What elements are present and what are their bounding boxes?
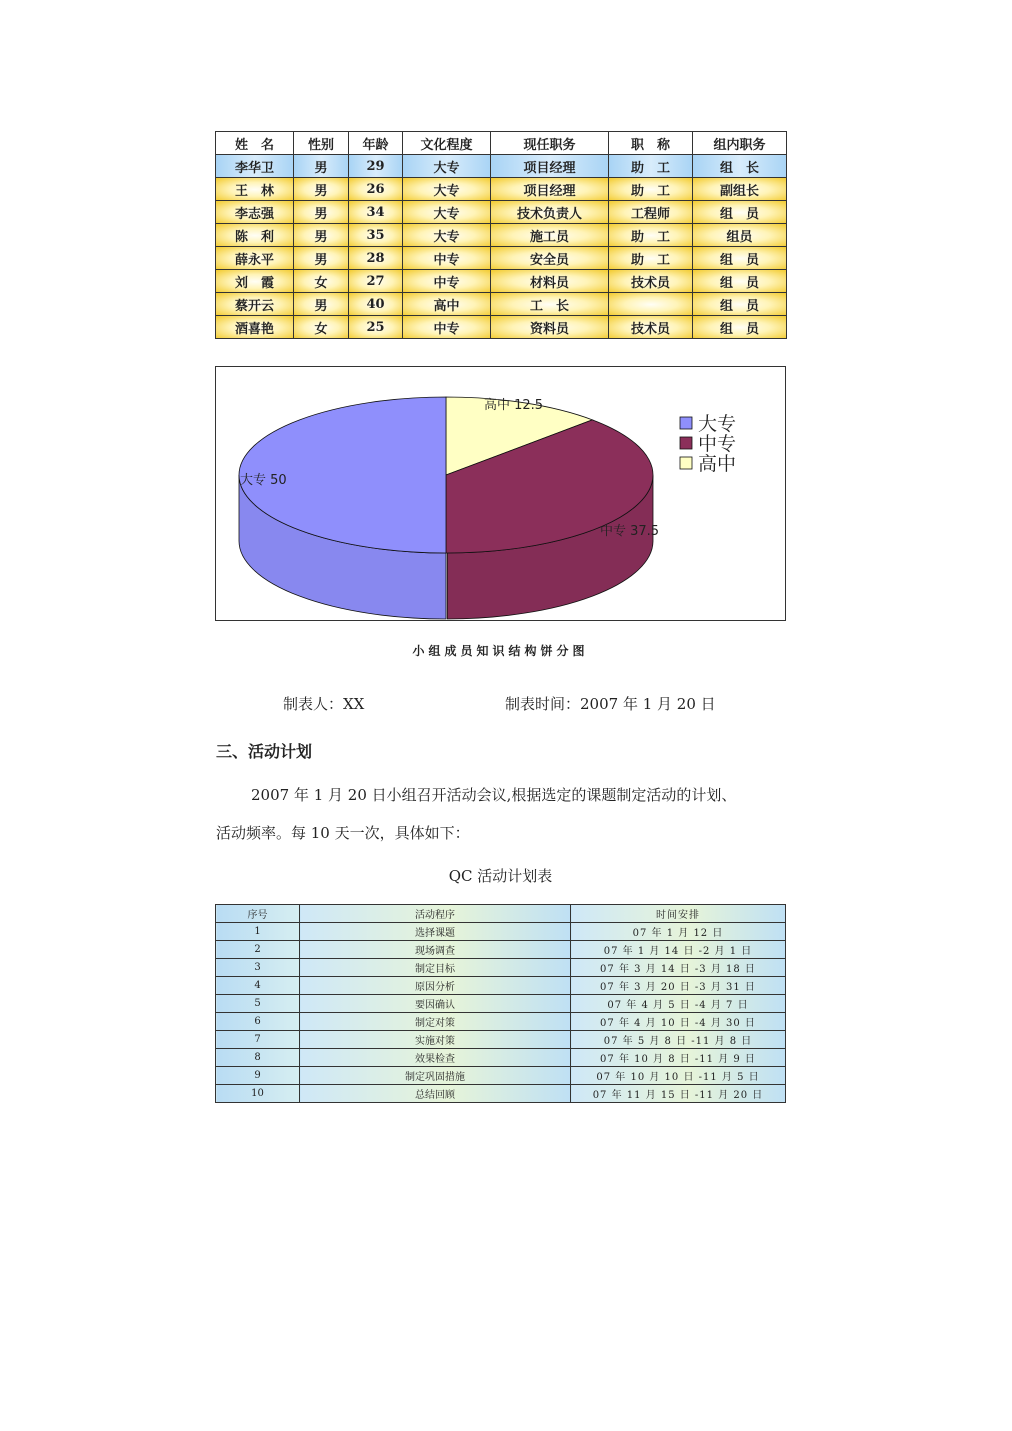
cell: 07 年 10 月 10 日 -11 月 5 日 [571, 1067, 786, 1085]
cell: 男 [294, 247, 349, 270]
cell: 助 工 [609, 155, 693, 178]
cell: 技术员 [609, 316, 693, 339]
header-schedule: 时间安排 [571, 905, 786, 923]
table-row [216, 224, 787, 247]
table-row [216, 293, 787, 316]
header-title: 职 称 [609, 132, 693, 155]
cell: 工程师 [609, 201, 693, 224]
cell: 26 [349, 178, 403, 201]
cell: 男 [294, 201, 349, 224]
header-procedure: 活动程序 [300, 905, 571, 923]
header-age: 年龄 [349, 132, 403, 155]
header-name: 姓 名 [216, 132, 294, 155]
pie-tops [239, 397, 653, 553]
table-row [216, 941, 786, 959]
cell: 选择课题 [300, 923, 571, 941]
cell [609, 293, 693, 316]
cell: 07 年 11 月 15 日 -11 月 20 日 [571, 1085, 786, 1103]
plan-table-title: QC 活动计划表 [448, 867, 553, 885]
plan-table-header-row [216, 905, 786, 923]
table-row [216, 316, 787, 339]
cell: 07 年 4 月 5 日 -4 月 7 日 [571, 995, 786, 1013]
cell: 27 [349, 270, 403, 293]
table-date: 制表时间：2007 年 1 月 20 日 [505, 695, 716, 713]
member-table [215, 131, 787, 339]
cell: 5 [216, 995, 300, 1013]
pie-data-label-大专: 大专 50 [240, 473, 287, 488]
legend-swatch-中专 [680, 437, 692, 449]
chart-caption: 小组成员知识结构饼分图 [412, 644, 589, 658]
cell: 07 年 10 月 8 日 -11 月 9 日 [571, 1049, 786, 1067]
cell: 女 [294, 270, 349, 293]
header-group-role: 组内职务 [693, 132, 787, 155]
cell: 07 年 3 月 20 日 -3 月 31 日 [571, 977, 786, 995]
cell: 女 [294, 316, 349, 339]
cell: 大专 [403, 224, 491, 247]
header-position: 现任职务 [491, 132, 609, 155]
cell: 07 年 5 月 8 日 -11 月 8 日 [571, 1031, 786, 1049]
cell: 35 [349, 224, 403, 247]
cell: 项目经理 [491, 155, 609, 178]
cell: 制定巩固措施 [300, 1067, 571, 1085]
cell: 34 [349, 201, 403, 224]
cell: 李志强 [216, 201, 294, 224]
table-row [216, 270, 787, 293]
cell: 9 [216, 1067, 300, 1085]
cell: 副组长 [693, 178, 787, 201]
cell: 施工员 [491, 224, 609, 247]
legend-label-高中: 高中 [698, 453, 737, 475]
cell: 助 工 [609, 247, 693, 270]
cell: 助 工 [609, 178, 693, 201]
member-table-header-row [216, 132, 787, 155]
knowledge-structure-pie-chart [215, 366, 786, 621]
table-row [216, 201, 787, 224]
table-row [216, 1049, 786, 1067]
cell: 中专 [403, 270, 491, 293]
cell: 中专 [403, 316, 491, 339]
cell: 1 [216, 923, 300, 941]
cell: 组 员 [693, 270, 787, 293]
cell: 3 [216, 959, 300, 977]
table-row [216, 1031, 786, 1049]
table-author: 制表人：XX [283, 695, 365, 713]
cell: 材料员 [491, 270, 609, 293]
cell: 项目经理 [491, 178, 609, 201]
qc-plan-table [215, 904, 786, 1103]
cell: 组 员 [693, 293, 787, 316]
cell: 8 [216, 1049, 300, 1067]
cell: 大专 [403, 178, 491, 201]
cell: 工 长 [491, 293, 609, 316]
cell: 原因分析 [300, 977, 571, 995]
cell: 组 员 [693, 201, 787, 224]
cell: 组 员 [693, 316, 787, 339]
paragraph-line-2: 活动频率。每 10 天一次，具体如下： [216, 824, 470, 842]
cell: 组 长 [693, 155, 787, 178]
cell: 男 [294, 178, 349, 201]
pie-chart-svg [216, 367, 785, 620]
cell: 刘 霞 [216, 270, 294, 293]
cell: 薛永平 [216, 247, 294, 270]
cell: 7 [216, 1031, 300, 1049]
table-row [216, 1013, 786, 1031]
cell: 男 [294, 293, 349, 316]
cell: 2 [216, 941, 300, 959]
cell: 07 年 3 月 14 日 -3 月 18 日 [571, 959, 786, 977]
cell: 大专 [403, 155, 491, 178]
cell: 高中 [403, 293, 491, 316]
cell: 技术员 [609, 270, 693, 293]
cell: 中专 [403, 247, 491, 270]
table-row [216, 1085, 786, 1103]
cell: 28 [349, 247, 403, 270]
cell: 男 [294, 224, 349, 247]
cell: 酒喜艳 [216, 316, 294, 339]
table-row [216, 247, 787, 270]
cell: 王 林 [216, 178, 294, 201]
legend-swatch-高中 [680, 457, 692, 469]
legend-label-中专: 中专 [698, 433, 737, 455]
cell: 效果检查 [300, 1049, 571, 1067]
pie-data-label-高中: 高中 12.5 [484, 398, 544, 413]
cell: 40 [349, 293, 403, 316]
cell: 25 [349, 316, 403, 339]
table-row [216, 959, 786, 977]
cell: 助 工 [609, 224, 693, 247]
cell: 现场调查 [300, 941, 571, 959]
section-heading: 三、活动计划 [216, 742, 313, 761]
cell: 男 [294, 155, 349, 178]
pie-data-label-中专: 中专 37.5 [600, 524, 660, 539]
table-row [216, 155, 787, 178]
legend-swatch-大专 [680, 417, 692, 429]
legend-label-大专: 大专 [698, 413, 737, 435]
cell: 07 年 1 月 12 日 [571, 923, 786, 941]
cell: 4 [216, 977, 300, 995]
cell: 6 [216, 1013, 300, 1031]
cell: 制定目标 [300, 959, 571, 977]
cell: 07 年 1 月 14 日 -2 月 1 日 [571, 941, 786, 959]
cell: 资料员 [491, 316, 609, 339]
header-gender: 性别 [294, 132, 349, 155]
cell: 组 员 [693, 247, 787, 270]
cell: 制定对策 [300, 1013, 571, 1031]
cell: 10 [216, 1085, 300, 1103]
cell: 要因确认 [300, 995, 571, 1013]
cell: 陈 利 [216, 224, 294, 247]
paragraph-line-1: 2007 年 1 月 20 日小组召开活动会议,根据选定的课题制定活动的计划、 [251, 786, 737, 804]
cell: 实施对策 [300, 1031, 571, 1049]
cell: 李华卫 [216, 155, 294, 178]
cell: 组员 [693, 224, 787, 247]
cell: 07 年 4 月 10 日 -4 月 30 日 [571, 1013, 786, 1031]
table-row [216, 178, 787, 201]
cell: 总结回顾 [300, 1085, 571, 1103]
header-seq: 序号 [216, 905, 300, 923]
cell: 29 [349, 155, 403, 178]
cell: 蔡开云 [216, 293, 294, 316]
table-row [216, 995, 786, 1013]
cell: 技术负责人 [491, 201, 609, 224]
table-row [216, 1067, 786, 1085]
table-row [216, 923, 786, 941]
table-row [216, 977, 786, 995]
cell: 大专 [403, 201, 491, 224]
cell: 安全员 [491, 247, 609, 270]
header-education: 文化程度 [403, 132, 491, 155]
